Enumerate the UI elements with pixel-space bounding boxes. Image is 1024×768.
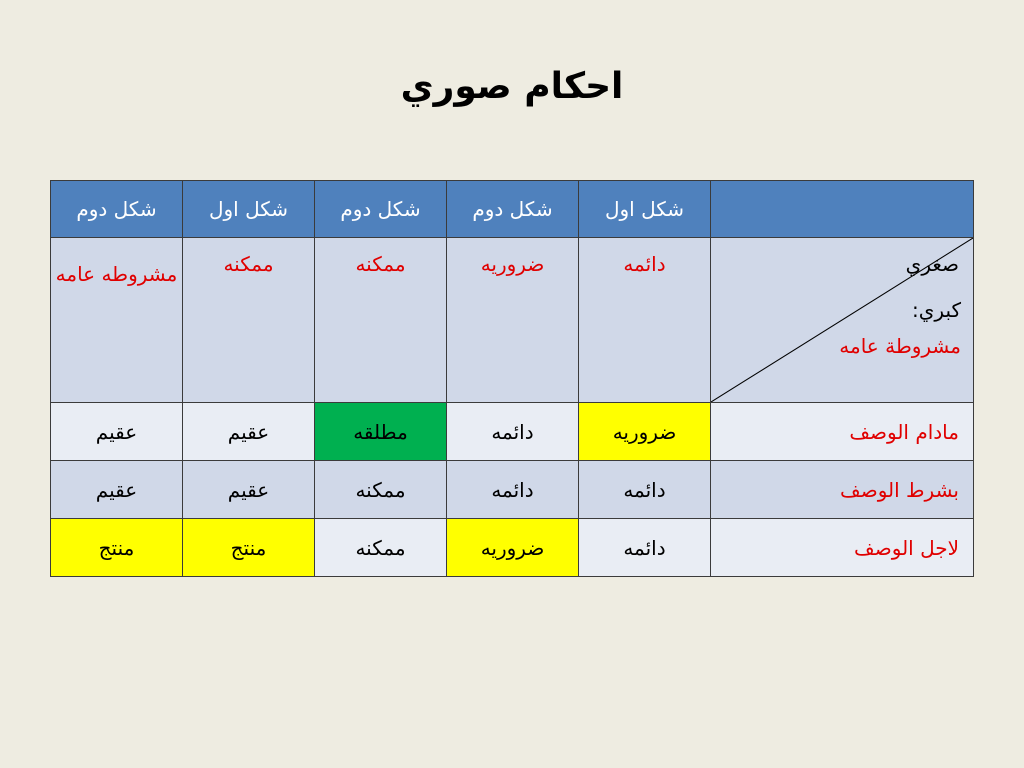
table-cell: ممكنه bbox=[315, 519, 447, 577]
table-cell: ممكنه bbox=[315, 238, 447, 403]
table-cell: ممكنه bbox=[315, 461, 447, 519]
header-cell: شكل اول bbox=[183, 181, 315, 238]
rules-table bbox=[50, 180, 974, 577]
table-cell bbox=[51, 238, 183, 403]
corner-top-label: صغري bbox=[905, 252, 959, 276]
row-label: مادام الوصف bbox=[711, 403, 974, 461]
table-cell: ضروريه bbox=[579, 403, 711, 461]
header-cell: شكل دوم bbox=[315, 181, 447, 238]
row-label: لاجل الوصف bbox=[711, 519, 974, 577]
table-cell: دائمه bbox=[579, 238, 711, 403]
table-row bbox=[51, 461, 974, 519]
table-cell: دائمه bbox=[579, 519, 711, 577]
table-cell: عقيم bbox=[183, 403, 315, 461]
header-cell: شكل اول bbox=[579, 181, 711, 238]
table-cell: عقيم bbox=[183, 461, 315, 519]
corner-bottom-label: مشروطة عامه bbox=[839, 334, 961, 358]
table-cell: منتج bbox=[183, 519, 315, 577]
table-cell: عقيم bbox=[51, 461, 183, 519]
row-label: بشرط الوصف bbox=[711, 461, 974, 519]
table-cell: ممكنه bbox=[183, 238, 315, 403]
table-cell: عقيم bbox=[51, 403, 183, 461]
table-row bbox=[51, 403, 974, 461]
table-row bbox=[51, 519, 974, 577]
corner-cell bbox=[711, 238, 974, 403]
slide-title: احكام صوري bbox=[400, 66, 624, 107]
cell-text: مشروطه عامه bbox=[55, 262, 178, 286]
header-row bbox=[51, 181, 974, 238]
header-corner bbox=[711, 181, 974, 238]
header-cell: شكل دوم bbox=[51, 181, 183, 238]
table-cell: دائمه bbox=[447, 461, 579, 519]
table-row bbox=[51, 238, 974, 403]
table-cell: دائمه bbox=[579, 461, 711, 519]
table-cell: دائمه bbox=[447, 403, 579, 461]
table-cell: مطلقه bbox=[315, 403, 447, 461]
header-cell: شكل دوم bbox=[447, 181, 579, 238]
table-cell: منتج bbox=[51, 519, 183, 577]
table-cell: ضروريه bbox=[447, 519, 579, 577]
corner-middle-label: كبري: bbox=[912, 298, 961, 322]
table-cell: ضروريه bbox=[447, 238, 579, 403]
